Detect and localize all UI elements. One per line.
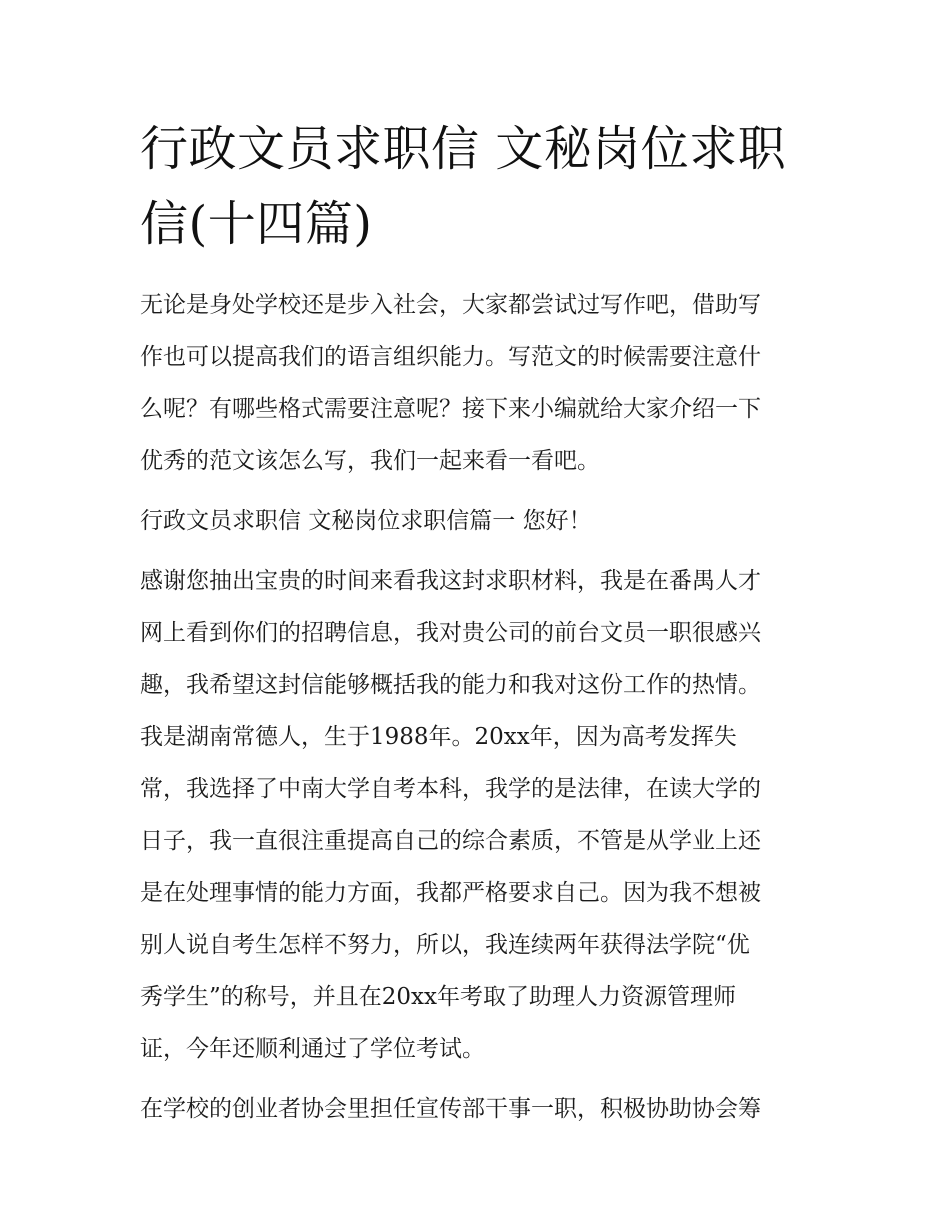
text-line: 行政文员求职信 文秘岗位求职信篇一 您好！ <box>140 508 592 534</box>
letter-paragraph <box>140 555 812 1075</box>
text-line: 趣，我希望这封信能够概括我的能力和我对这份工作的热情。 <box>140 672 761 698</box>
intro-paragraph <box>140 279 812 487</box>
text-line: 证，今年还顺利通过了学位考试。 <box>140 1036 485 1062</box>
text-line: 在学校的创业者协会里担任宣传部干事一职，积极协助协会筹 <box>140 1096 761 1122</box>
text-line: 日子，我一直很注重提高自己的综合素质，不管是从学业上还 <box>140 828 761 854</box>
letter-paragraph <box>140 1083 812 1135</box>
text-line: 常，我选择了中南大学自考本科，我学的是法律，在读大学的 <box>140 776 761 802</box>
title-line: 信(十四篇) <box>140 196 373 252</box>
text-line: 是在处理事情的能力方面，我都严格要求自己。因为我不想被 <box>140 880 761 906</box>
text-line: 么呢？有哪些格式需要注意呢？接下来小编就给大家介绍一下 <box>140 396 761 422</box>
text-line: 网上看到你们的招聘信息，我对贵公司的前台文员一职很感兴 <box>140 620 761 646</box>
section-heading-paragraph <box>140 495 812 547</box>
document-title <box>140 112 812 262</box>
text-line: 无论是身处学校还是步入社会，大家都尝试过写作吧，借助写 <box>140 292 761 318</box>
text-line: 别人说自考生怎样不努力，所以，我连续两年获得法学院“优 <box>140 932 750 958</box>
document-body <box>140 279 812 1135</box>
text-line: 秀学生”的称号，并且在20xx年考取了助理人力资源管理师 <box>140 984 736 1010</box>
text-line: 优秀的范文该怎么写，我们一起来看一看吧。 <box>140 448 600 474</box>
text-line: 作也可以提高我们的语言组织能力。写范文的时候需要注意什 <box>140 344 761 370</box>
text-line: 我是湖南常德人，生于1988年。20xx年，因为高考发挥失 <box>140 724 737 750</box>
text-line: 感谢您抽出宝贵的时间来看我这封求职材料，我是在番禺人才 <box>140 568 761 594</box>
title-line: 行政文员求职信 文秘岗位求职 <box>140 121 787 177</box>
document-page <box>140 112 812 1143</box>
